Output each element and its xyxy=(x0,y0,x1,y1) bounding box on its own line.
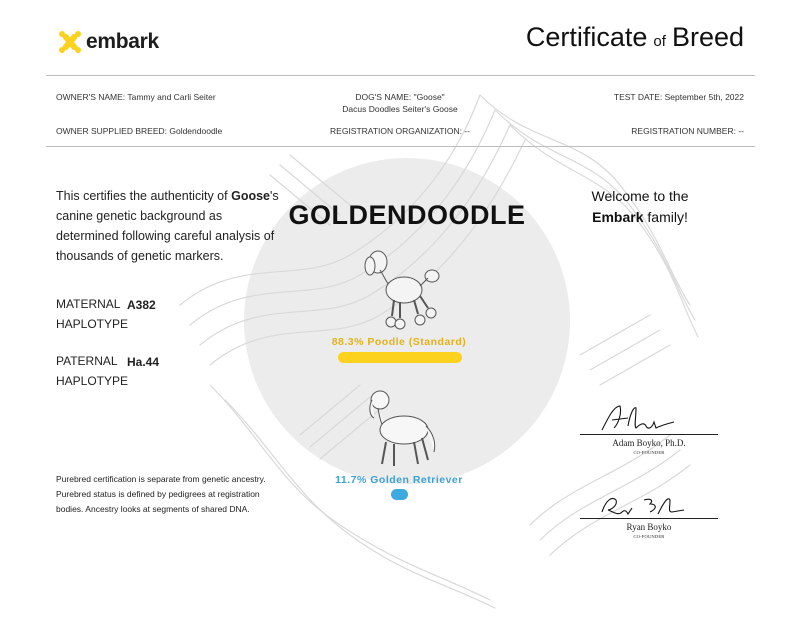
welcome-line-2 xyxy=(560,207,720,228)
welcome-message xyxy=(560,186,720,228)
bone-cross-icon xyxy=(58,31,82,53)
maternal-haplotype xyxy=(56,294,128,334)
owner-supplied-breed: OWNER SUPPLIED BREED: Goldendoodle xyxy=(56,126,223,136)
breed-title: GOLDENDOODLE xyxy=(288,200,526,230)
test-date: TEST DATE: September 5th, 2022 xyxy=(613,92,744,102)
registration-number: REGISTRATION NUMBER: -- xyxy=(631,126,744,136)
poodle-percentage-bar xyxy=(338,352,462,363)
welcome-brand: Embark xyxy=(592,209,644,225)
adam-boyko-signature xyxy=(598,400,678,434)
welcome-suffix: family! xyxy=(643,209,688,225)
registration-organization: REGISTRATION ORGANIZATION: -- xyxy=(330,126,470,136)
title-breed: Breed xyxy=(671,22,744,52)
maternal-label-2: HAPLOTYPE xyxy=(56,317,129,331)
certificate-title xyxy=(526,22,744,53)
dog-registered-name: Dacus Doodles Seiter's Goose xyxy=(342,104,458,114)
paternal-label-2: HAPLOTYPE xyxy=(56,374,129,388)
golden-retriever-percentage-label: 11.7% Golden Retriever xyxy=(335,474,463,486)
signature-line-1 xyxy=(580,434,718,435)
paternal-label-1: PATERNAL xyxy=(56,354,118,368)
paternal-haplotype-value: Ha.44 xyxy=(127,355,160,369)
intro-suffix: 's canine genetic background as determined following careful analysis of thousands of genetic markers. xyxy=(56,189,279,263)
header-divider-bottom xyxy=(46,146,755,147)
maternal-label-1: MATERNAL xyxy=(56,297,121,311)
welcome-line-1: Welcome to the xyxy=(591,188,689,204)
owner-name: OWNER'S NAME: Tammy and Carli Seiter xyxy=(56,92,216,102)
title-of: of xyxy=(653,33,666,50)
signature-role-1: CO-FOUNDER xyxy=(633,450,665,455)
maternal-haplotype-value: A382 xyxy=(127,298,156,312)
header-divider-top xyxy=(46,75,755,76)
intro-prefix: This certifies the authenticity of xyxy=(56,189,228,203)
brand-name: embark xyxy=(86,30,159,53)
paternal-haplotype xyxy=(56,351,128,391)
intro-dog-name: Goose xyxy=(231,189,270,203)
standard-poodle-illustration xyxy=(356,242,448,334)
poodle-percentage-label: 88.3% Poodle (Standard) xyxy=(331,336,467,348)
purebred-disclaimer: Purebred certification is separate from genetic ancestry. Purebred status is defined by pedigrees at registration bodies. Ancestry looks at segments of shared DNA. xyxy=(56,474,266,514)
signature-line-2 xyxy=(580,518,718,519)
embark-logo xyxy=(58,30,159,54)
dog-name: DOG'S NAME: "Goose" xyxy=(355,92,445,102)
signature-role-2: CO-FOUNDER xyxy=(633,534,665,539)
signature-name-1: Adam Boyko, Ph.D. xyxy=(612,438,686,448)
title-certificate: Certificate xyxy=(525,22,648,52)
ryan-boyko-signature xyxy=(598,490,688,520)
golden-retriever-illustration xyxy=(358,386,440,474)
signature-name-2: Ryan Boyko xyxy=(626,522,672,532)
golden-retriever-percentage-bar xyxy=(391,489,408,500)
